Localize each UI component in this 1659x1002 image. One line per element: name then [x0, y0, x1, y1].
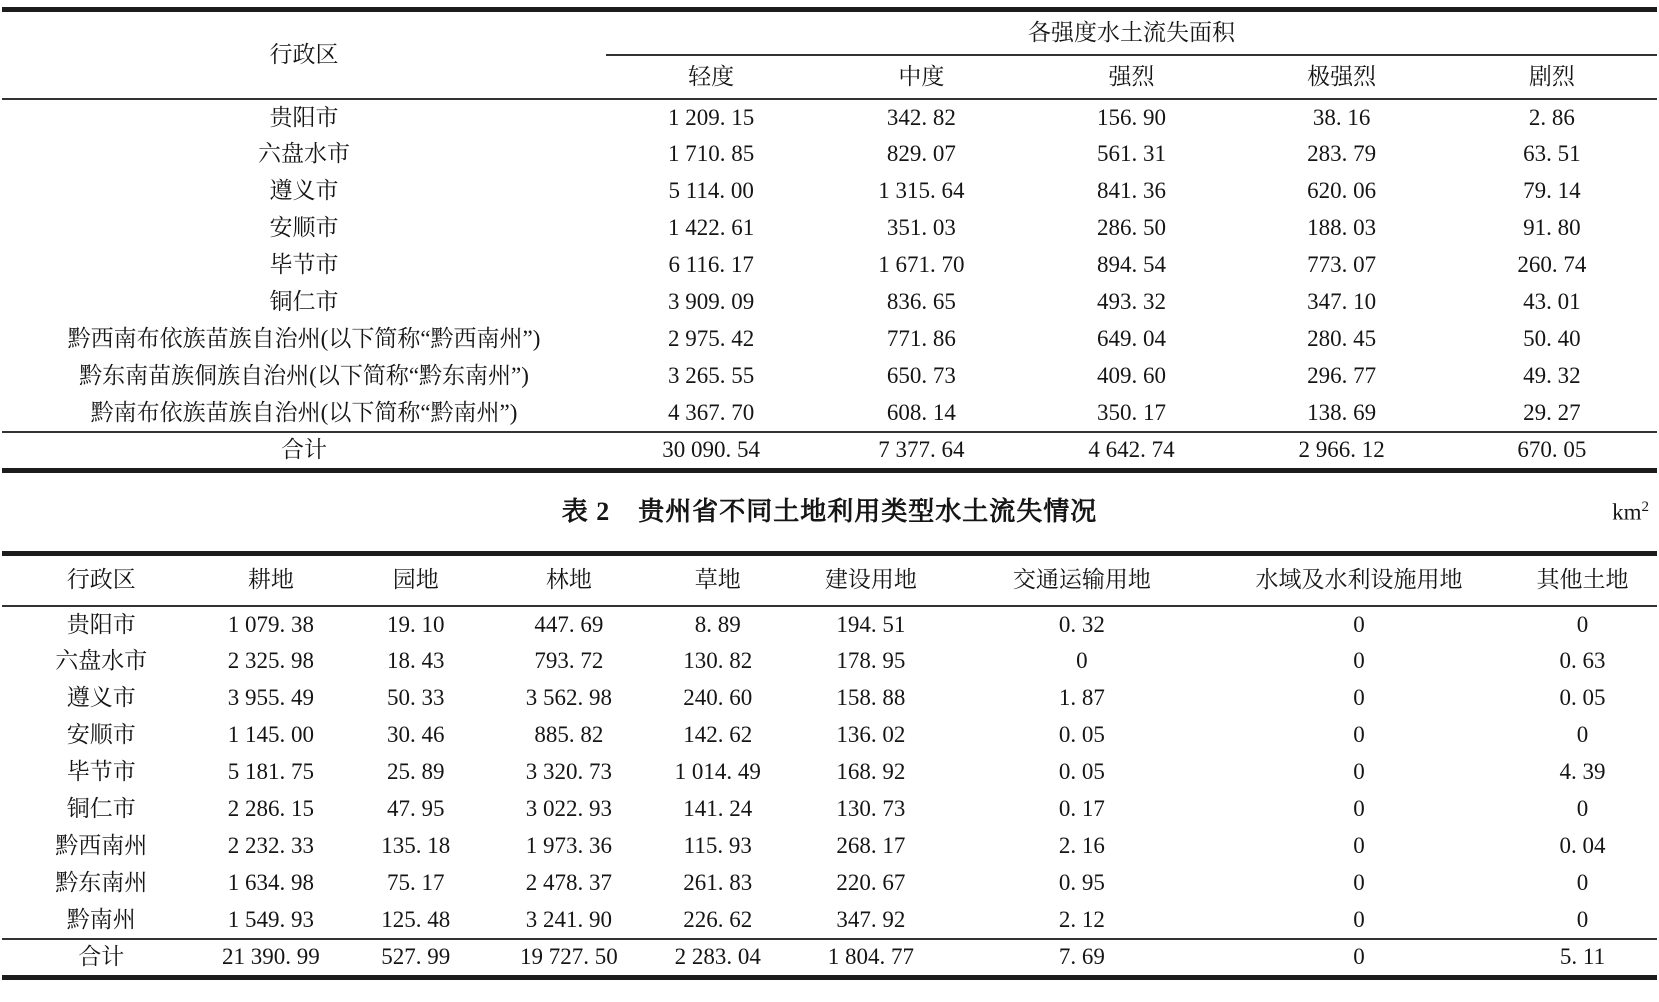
value-cell: 347. 10: [1307, 289, 1377, 315]
value-cell: 350. 17: [1097, 399, 1166, 425]
table-row: [2, 99, 1657, 136]
value-cell: 0: [1576, 906, 1589, 932]
unit-base: km: [1612, 500, 1642, 525]
table-row: [2, 284, 1657, 321]
value-cell: 4. 39: [1559, 759, 1606, 785]
value-cell: 347. 92: [836, 906, 906, 932]
value-cell: 2 478. 37: [525, 870, 612, 896]
region-column-header: 行政区: [2, 10, 606, 99]
value-cell: 0: [1353, 722, 1365, 748]
value-cell: 493. 32: [1097, 289, 1166, 315]
landuse-header-grassland: 草地: [647, 554, 788, 606]
table-row: [2, 173, 1657, 210]
value-cell: 136. 02: [836, 722, 906, 748]
caption-title: 贵州省不同土地利用类型水土流失情况: [638, 496, 1098, 526]
total-value-cell: 4 642. 74: [1026, 432, 1236, 471]
caption-unit: [1612, 499, 1649, 526]
value-cell: 79. 14: [1523, 178, 1581, 204]
value-cell: 0: [1353, 796, 1365, 822]
intensity-header-severe: 剧烈: [1447, 55, 1657, 99]
value-cell: 0: [1576, 870, 1589, 896]
value-cell: 38. 16: [1312, 104, 1371, 130]
value-cell: 268. 17: [836, 833, 906, 859]
intensity-header-light: 轻度: [606, 55, 816, 99]
value-cell: 1 014. 49: [674, 759, 761, 785]
total-value-cell: 2 966. 12: [1237, 432, 1447, 471]
erosion-table-header: [2, 10, 1657, 99]
value-cell: 561. 31: [1097, 141, 1166, 167]
intensity-header-moderate: 中度: [816, 55, 1026, 99]
total-row: [2, 939, 1657, 978]
value-cell: 1. 87: [1058, 685, 1105, 711]
value-cell: 793. 72: [534, 648, 604, 674]
value-cell: 773. 07: [1307, 252, 1377, 278]
value-cell: 2 975. 42: [668, 326, 755, 352]
value-cell: 50. 40: [1523, 326, 1581, 352]
value-cell: 0: [1353, 833, 1365, 859]
landuse-header-cropland: 耕地: [201, 554, 342, 606]
value-cell: 50. 33: [386, 685, 445, 711]
value-cell: 286. 50: [1097, 215, 1166, 241]
value-cell: 47. 95: [386, 796, 445, 822]
value-cell: 296. 77: [1307, 363, 1377, 389]
value-cell: 280. 45: [1307, 326, 1377, 352]
value-cell: 0: [1576, 796, 1589, 822]
value-cell: 894. 54: [1097, 252, 1166, 278]
value-cell: 6 116. 17: [668, 252, 754, 278]
value-cell: 19. 10: [386, 611, 445, 637]
total-value-cell: 5. 11: [1508, 939, 1657, 978]
value-cell: 841. 36: [1097, 178, 1166, 204]
total-label-cell: 合计: [2, 939, 201, 978]
erosion-table-total: [2, 432, 1657, 471]
value-cell: 75. 17: [386, 870, 445, 896]
total-value-cell: 1 804. 77: [788, 939, 954, 978]
region-cell: 黔西南布依族苗族自治州(以下简称“黔西南州”): [67, 326, 541, 352]
value-cell: 156. 90: [1097, 104, 1166, 130]
value-cell: 409. 60: [1097, 363, 1166, 389]
caption-label: 表 2: [561, 496, 611, 526]
value-cell: 158. 88: [836, 685, 906, 711]
landuse-header-other: 其他土地: [1508, 554, 1657, 606]
region-cell: 毕节市: [269, 252, 339, 278]
region-cell: 毕节市: [66, 759, 136, 785]
value-cell: 1 973. 36: [525, 833, 612, 859]
table-row: [2, 321, 1657, 358]
total-value-cell: 7 377. 64: [816, 432, 1026, 471]
value-cell: 3 265. 55: [668, 363, 755, 389]
value-cell: 2. 86: [1528, 104, 1575, 130]
value-cell: 0: [1353, 906, 1365, 932]
landuse-header-region: 行政区: [2, 554, 201, 606]
total-label-cell: 合计: [2, 432, 606, 471]
value-cell: 240. 60: [683, 685, 753, 711]
total-value-cell: 670. 05: [1447, 432, 1657, 471]
value-cell: 0: [1576, 611, 1589, 637]
value-cell: 138. 69: [1307, 399, 1377, 425]
value-cell: 220. 67: [836, 870, 906, 896]
region-cell: 黔东南苗族侗族自治州(以下简称“黔东南州”): [79, 363, 529, 389]
total-value-cell: 30 090. 54: [606, 432, 816, 471]
value-cell: 5 181. 75: [227, 759, 315, 785]
value-cell: 771. 86: [886, 326, 956, 352]
value-cell: 3 241. 90: [525, 906, 612, 932]
value-cell: 168. 92: [836, 759, 906, 785]
erosion-intensity-table: [2, 7, 1657, 473]
value-cell: 178. 95: [836, 648, 906, 674]
intensity-header-very-intense: 极强烈: [1237, 55, 1447, 99]
region-cell: 安顺市: [66, 722, 136, 748]
value-cell: 125. 48: [381, 906, 451, 932]
value-cell: 885. 82: [534, 722, 604, 748]
value-cell: 0: [1353, 870, 1365, 896]
total-value-cell: 2 283. 04: [647, 939, 788, 978]
total-value-cell: 0: [1210, 939, 1508, 978]
value-cell: 1 145. 00: [227, 722, 315, 748]
landuse-table-body: [2, 606, 1657, 939]
region-cell: 贵阳市: [269, 104, 339, 130]
value-cell: 649. 04: [1097, 326, 1166, 352]
value-cell: 4 367. 70: [668, 399, 755, 425]
table-row: [2, 754, 1657, 791]
region-cell: 黔南布依族苗族自治州(以下简称“黔南州”): [90, 399, 518, 425]
value-cell: 0. 05: [1058, 759, 1105, 785]
value-cell: 0: [1353, 648, 1365, 674]
value-cell: 2. 16: [1058, 833, 1105, 859]
value-cell: 1 549. 93: [227, 906, 315, 932]
value-cell: 0: [1353, 611, 1365, 637]
value-cell: 63. 51: [1523, 141, 1581, 167]
landuse-table-header: [2, 554, 1657, 606]
value-cell: 283. 79: [1307, 141, 1377, 167]
region-cell: 遵义市: [269, 178, 339, 204]
unit-superscript: 2: [1641, 499, 1649, 516]
table-row: [2, 643, 1657, 680]
landuse-table-total: [2, 939, 1657, 978]
table-row: [2, 247, 1657, 284]
value-cell: 2 232. 33: [227, 833, 315, 859]
landuse-table: [2, 551, 1657, 980]
value-cell: 194. 51: [836, 611, 906, 637]
region-cell: 黔南州: [66, 906, 136, 932]
value-cell: 351. 03: [886, 215, 956, 241]
intensity-header-intense: 强烈: [1026, 55, 1236, 99]
value-cell: 3 022. 93: [525, 796, 612, 822]
table-row: [2, 606, 1657, 643]
table2-caption: [2, 490, 1657, 528]
value-cell: 135. 18: [381, 833, 451, 859]
table-row: [2, 210, 1657, 247]
region-cell: 六盘水市: [258, 141, 351, 167]
value-cell: 0. 63: [1559, 648, 1606, 674]
value-cell: 0. 05: [1559, 685, 1606, 711]
value-cell: 2. 12: [1058, 906, 1105, 932]
value-cell: 1 422. 61: [668, 215, 755, 241]
table-row: [2, 136, 1657, 173]
table-row: [2, 865, 1657, 902]
value-cell: 342. 82: [886, 104, 956, 130]
table-row: [2, 828, 1657, 865]
total-row: [2, 432, 1657, 471]
value-cell: 2 286. 15: [227, 796, 315, 822]
value-cell: 188. 03: [1307, 215, 1377, 241]
value-cell: 1 079. 38: [227, 611, 315, 637]
landuse-header-water: 水域及水利设施用地: [1210, 554, 1508, 606]
landuse-header-construction: 建设用地: [788, 554, 954, 606]
intensity-span-header: 各强度水土流失面积: [606, 10, 1657, 55]
value-cell: 3 562. 98: [525, 685, 612, 711]
value-cell: 1 634. 98: [227, 870, 315, 896]
value-cell: 18. 43: [386, 648, 445, 674]
region-cell: 贵阳市: [66, 611, 136, 637]
value-cell: 8. 89: [694, 611, 741, 637]
erosion-table-body: [2, 99, 1657, 432]
value-cell: 49. 32: [1523, 363, 1581, 389]
value-cell: 0: [1076, 648, 1088, 674]
value-cell: 0. 05: [1058, 722, 1105, 748]
value-cell: 1 315. 64: [878, 178, 965, 204]
value-cell: 1 710. 85: [668, 141, 755, 167]
value-cell: 30. 46: [386, 722, 445, 748]
total-value-cell: 527. 99: [341, 939, 490, 978]
value-cell: 608. 14: [886, 399, 956, 425]
region-cell: 黔西南州: [55, 833, 148, 859]
value-cell: 0. 04: [1559, 833, 1606, 859]
value-cell: 1 209. 15: [668, 104, 755, 130]
value-cell: 261. 83: [683, 870, 753, 896]
landuse-header-garden: 园地: [341, 554, 490, 606]
region-cell: 安顺市: [269, 215, 339, 241]
landuse-header-forest: 林地: [490, 554, 647, 606]
value-cell: 260. 74: [1517, 252, 1587, 278]
value-cell: 25. 89: [386, 759, 445, 785]
table-row: [2, 395, 1657, 432]
value-cell: 115. 93: [683, 833, 752, 859]
region-cell: 黔东南州: [55, 870, 148, 896]
region-cell: 铜仁市: [269, 289, 339, 315]
region-cell: 铜仁市: [66, 796, 136, 822]
value-cell: 43. 01: [1523, 289, 1581, 315]
value-cell: 5 114. 00: [668, 178, 754, 204]
value-cell: 0: [1576, 722, 1589, 748]
value-cell: 2 325. 98: [227, 648, 315, 674]
value-cell: 0. 17: [1058, 796, 1105, 822]
value-cell: 3 955. 49: [227, 685, 315, 711]
value-cell: 142. 62: [683, 722, 753, 748]
value-cell: 650. 73: [886, 363, 956, 389]
value-cell: 0. 95: [1058, 870, 1105, 896]
value-cell: 447. 69: [534, 611, 604, 637]
table-row: [2, 902, 1657, 939]
landuse-header-transport: 交通运输用地: [954, 554, 1211, 606]
region-cell: 遵义市: [66, 685, 136, 711]
value-cell: 91. 80: [1523, 215, 1581, 241]
value-cell: 829. 07: [886, 141, 956, 167]
value-cell: 130. 73: [836, 796, 906, 822]
table-row: [2, 680, 1657, 717]
value-cell: 130. 82: [683, 648, 753, 674]
value-cell: 0: [1353, 685, 1365, 711]
total-value-cell: 7. 69: [954, 939, 1211, 978]
region-cell: 六盘水市: [55, 648, 148, 674]
value-cell: 141. 24: [683, 796, 753, 822]
value-cell: 3 909. 09: [668, 289, 755, 315]
table-row: [2, 791, 1657, 828]
value-cell: 0. 32: [1058, 611, 1105, 637]
value-cell: 3 320. 73: [525, 759, 612, 785]
value-cell: 29. 27: [1523, 399, 1581, 425]
table-row: [2, 717, 1657, 754]
table-row: [2, 358, 1657, 395]
total-value-cell: 19 727. 50: [490, 939, 647, 978]
value-cell: 1 671. 70: [878, 252, 965, 278]
value-cell: 0: [1353, 759, 1365, 785]
value-cell: 226. 62: [683, 906, 753, 932]
total-value-cell: 21 390. 99: [201, 939, 342, 978]
value-cell: 620. 06: [1307, 178, 1377, 204]
value-cell: 836. 65: [886, 289, 956, 315]
